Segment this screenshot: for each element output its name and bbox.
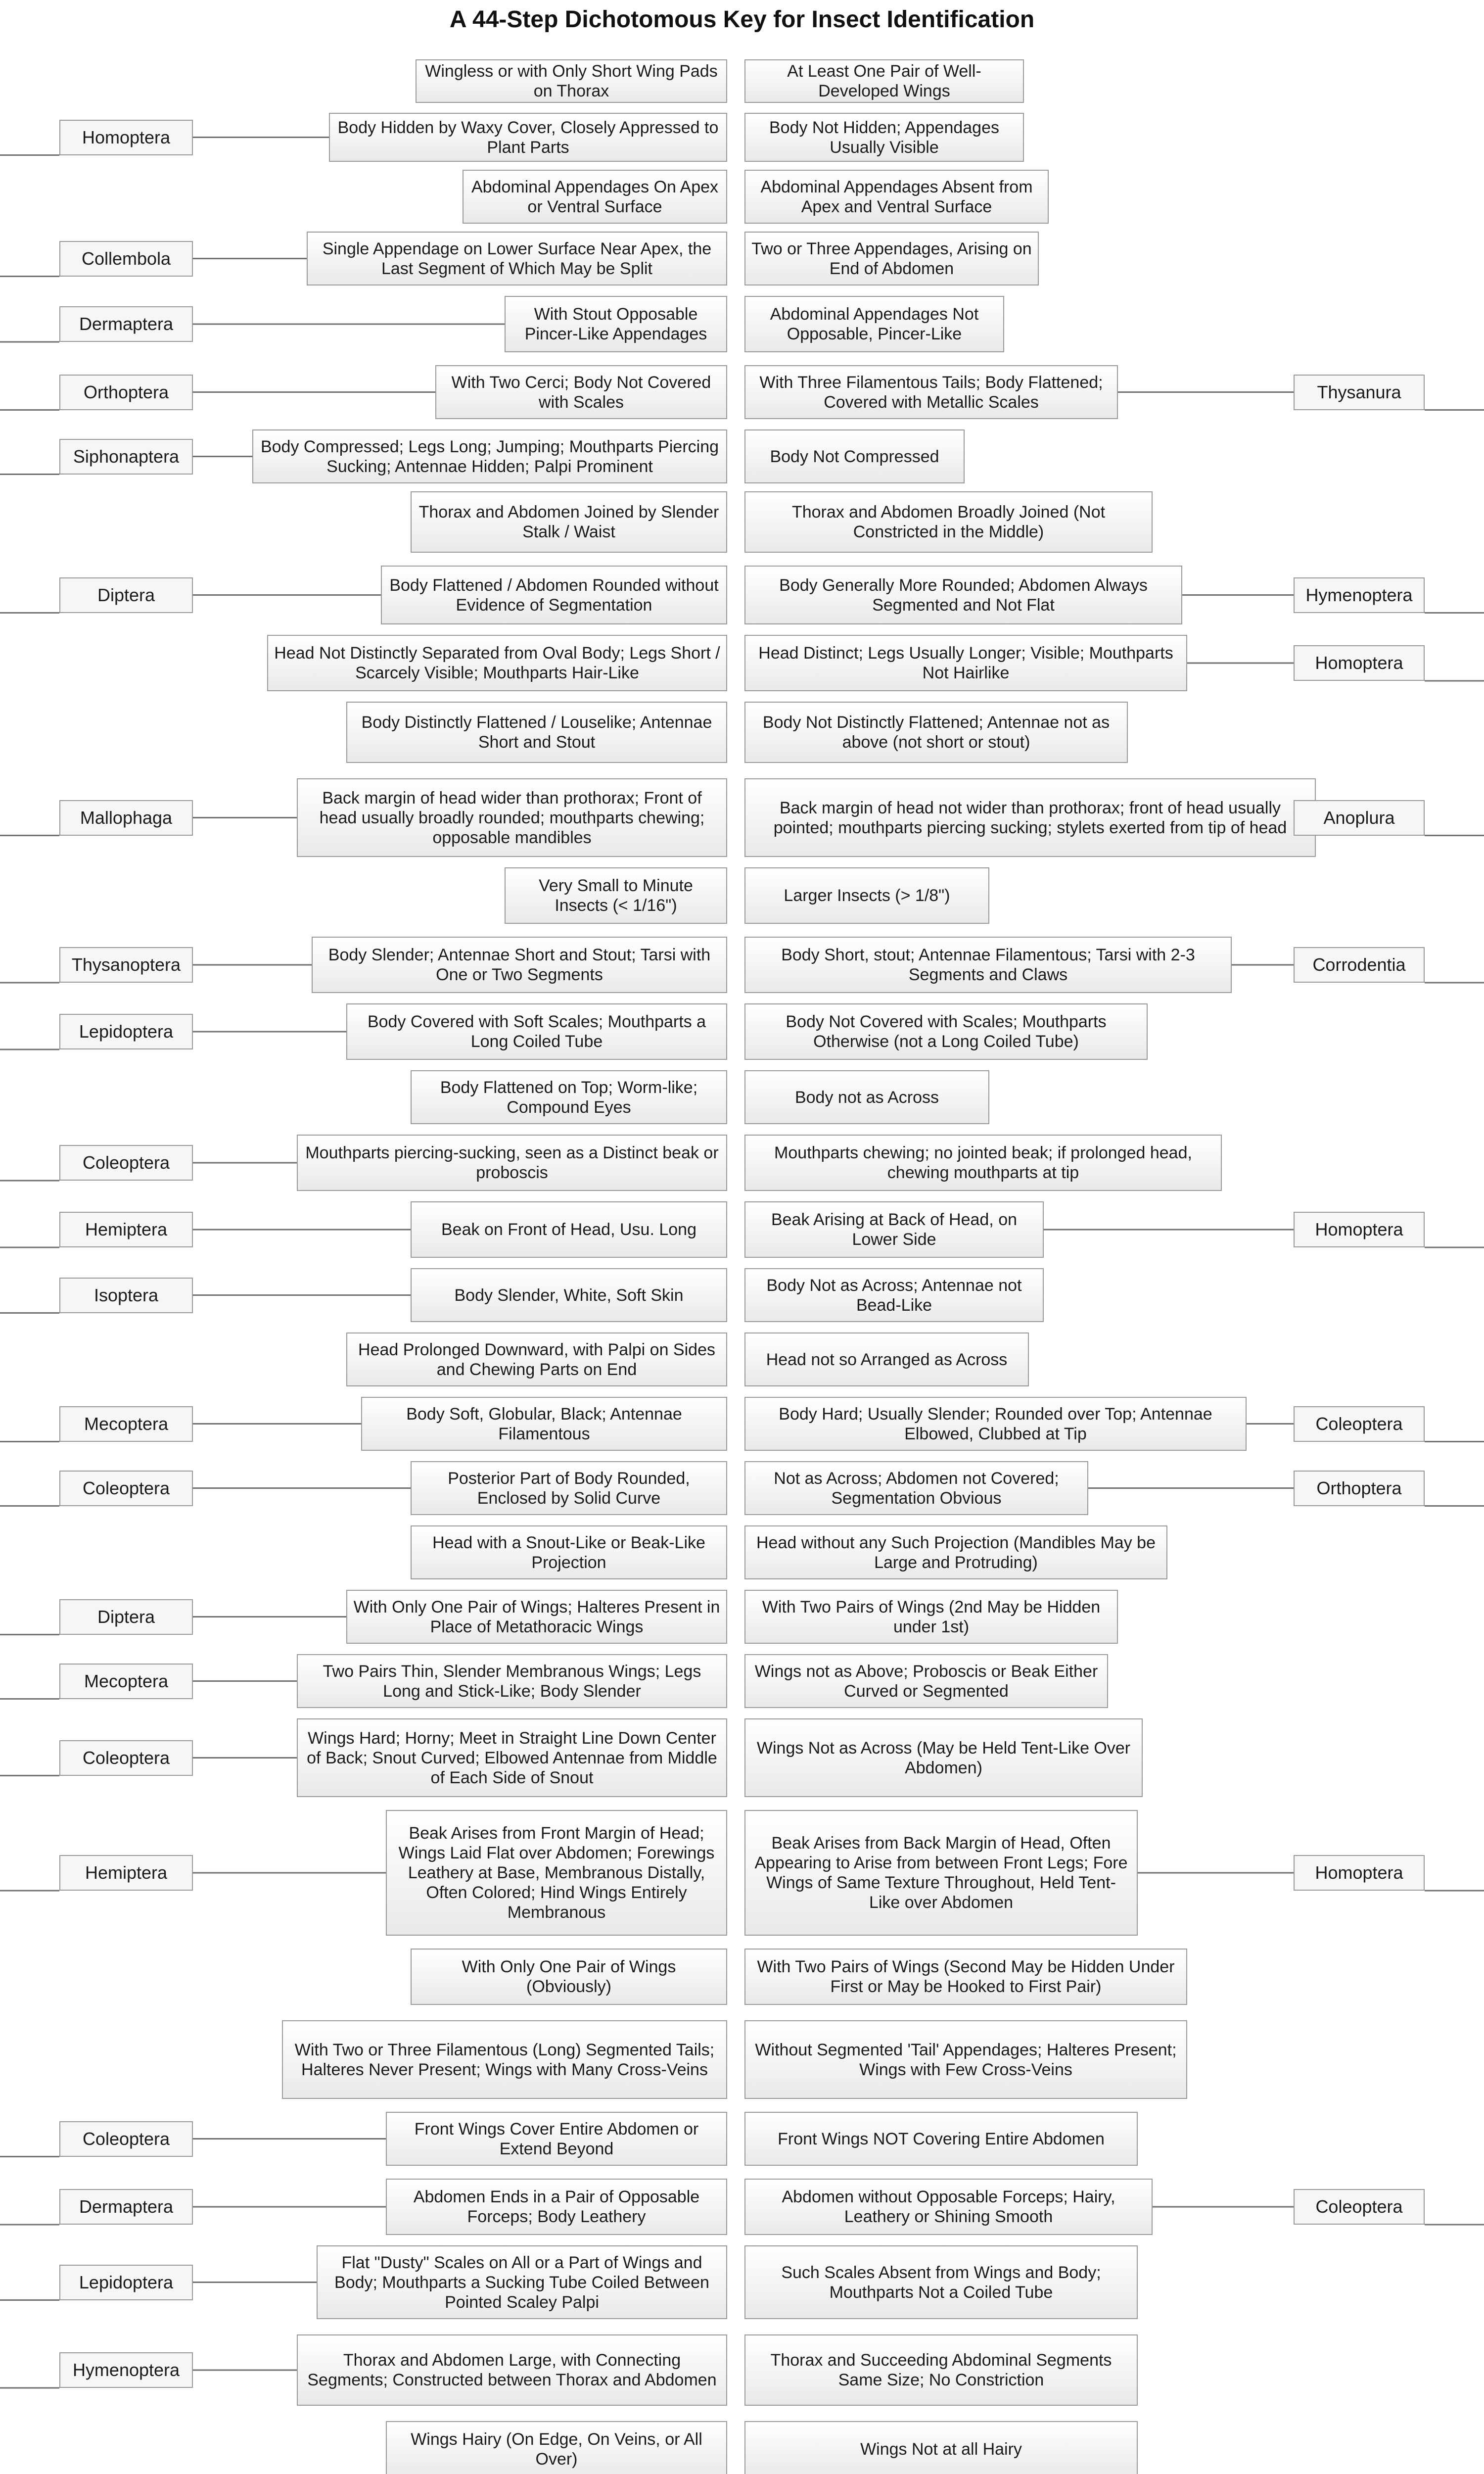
step-21-left-option: Body Soft, Globular, Black; Antennae Filamentous xyxy=(361,1397,727,1451)
step-19-left-option: Body Slender, White, Soft Skin xyxy=(411,1268,727,1322)
page-title: A 44-Step Dichotomous Key for Insect Identification xyxy=(449,6,1035,33)
step-10-left-option: Head Not Distinctly Separated from Oval Body; Legs Short / Scarcely Visible; Mouthparts Hair-Like xyxy=(267,635,727,691)
step-6-left-option: With Two Cerci; Body Not Covered with Scales xyxy=(435,365,727,419)
step-8-left-option: Thorax and Abdomen Joined by Slender Stalk / Waist xyxy=(411,491,727,553)
step-2-right-option: Body Not Hidden; Appendages Usually Visible xyxy=(744,113,1024,162)
step-33-left-option: Thorax and Abdomen Large, with Connecting Segments; Constructed between Thorax and Abdomen xyxy=(297,2334,727,2406)
order-label-diptera: Diptera xyxy=(59,1599,193,1635)
order-label-corrodentia: Corrodentia xyxy=(1294,947,1425,983)
step-26-right-option: Wings Not as Across (May be Held Tent-Like Over Abdomen) xyxy=(744,1718,1143,1797)
order-label-thysanoptera: Thysanoptera xyxy=(59,947,193,983)
step-11-left-option: Body Distinctly Flattened / Louselike; Antennae Short and Stout xyxy=(346,702,727,763)
order-label-coleoptera: Coleoptera xyxy=(59,1145,193,1181)
order-label-lepidoptera: Lepidoptera xyxy=(59,2265,193,2300)
step-15-right-option: Body Not Covered with Scales; Mouthparts Otherwise (not a Long Coiled Tube) xyxy=(744,1003,1148,1060)
step-29-left-option: With Two or Three Filamentous (Long) Segmented Tails; Halteres Never Present; Wings with Many Cross-Veins xyxy=(282,2020,727,2099)
step-25-left-option: Two Pairs Thin, Slender Membranous Wings; Legs Long and Stick-Like; Body Slender xyxy=(297,1654,727,1708)
step-14-right-option: Body Short, stout; Antennae Filamentous; Tarsi with 2-3 Segments and Claws xyxy=(744,937,1232,993)
step-16-left-option: Body Flattened on Top; Worm-like; Compound Eyes xyxy=(411,1070,727,1124)
order-label-siphonaptera: Siphonaptera xyxy=(59,439,193,475)
step-33-right-option: Thorax and Succeeding Abdominal Segments Same Size; No Constriction xyxy=(744,2334,1138,2406)
step-22-right-option: Not as Across; Abdomen not Covered; Segmentation Obvious xyxy=(744,1461,1088,1515)
step-24-right-option: With Two Pairs of Wings (2nd May be Hidden under 1st) xyxy=(744,1590,1118,1644)
step-12-right-option: Back margin of head not wider than prothorax; front of head usually pointed; mouthparts piercing sucking; stylets exerted from tip of head xyxy=(744,778,1316,857)
step-34-left-option: Wings Hairy (On Edge, On Veins, or All Over) xyxy=(386,2421,727,2474)
order-label-hymenoptera: Hymenoptera xyxy=(59,2352,193,2388)
step-16-right-option: Body not as Across xyxy=(744,1070,989,1124)
step-20-left-option: Head Prolonged Downward, with Palpi on Sides and Chewing Parts on End xyxy=(346,1332,727,1386)
order-label-orthoptera: Orthoptera xyxy=(59,375,193,410)
step-23-right-option: Head without any Such Projection (Mandibles May be Large and Protruding) xyxy=(744,1525,1167,1579)
order-label-coleoptera: Coleoptera xyxy=(59,1471,193,1506)
step-13-right-option: Larger Insects (> 1/8") xyxy=(744,867,989,924)
order-label-anoplura: Anoplura xyxy=(1294,800,1425,836)
step-9-left-option: Body Flattened / Abdomen Rounded without Evidence of Segmentation xyxy=(381,566,727,624)
order-label-isoptera: Isoptera xyxy=(59,1278,193,1313)
order-label-lepidoptera: Lepidoptera xyxy=(59,1014,193,1049)
step-24-left-option: With Only One Pair of Wings; Halteres Present in Place of Metathoracic Wings xyxy=(346,1590,727,1644)
step-26-left-option: Wings Hard; Horny; Meet in Straight Line Down Center of Back; Snout Curved; Elbowed Antennae from Middle of Each Side of Snout xyxy=(297,1718,727,1797)
step-31-left-option: Abdomen Ends in a Pair of Opposable Forceps; Body Leathery xyxy=(386,2179,727,2235)
step-4-right-option: Two or Three Appendages, Arising on End of Abdomen xyxy=(744,232,1039,285)
step-17-left-option: Mouthparts piercing-sucking, seen as a Distinct beak or proboscis xyxy=(297,1135,727,1191)
step-30-left-option: Front Wings Cover Entire Abdomen or Extend Beyond xyxy=(386,2112,727,2166)
step-11-right-option: Body Not Distinctly Flattened; Antennae not as above (not short or stout) xyxy=(744,702,1128,763)
order-label-hemiptera: Hemiptera xyxy=(59,1212,193,1247)
step-7-right-option: Body Not Compressed xyxy=(744,429,965,483)
order-label-dermaptera: Dermaptera xyxy=(59,306,193,342)
order-label-mecoptera: Mecoptera xyxy=(59,1406,193,1442)
step-21-right-option: Body Hard; Usually Slender; Rounded over Top; Antennae Elbowed, Clubbed at Tip xyxy=(744,1397,1247,1451)
step-30-right-option: Front Wings NOT Covering Entire Abdomen xyxy=(744,2112,1138,2166)
step-4-left-option: Single Appendage on Lower Surface Near Apex, the Last Segment of Which May be Split xyxy=(307,232,727,285)
order-label-thysanura: Thysanura xyxy=(1294,375,1425,410)
order-label-homoptera: Homoptera xyxy=(1294,1855,1425,1891)
step-28-left-option: With Only One Pair of Wings (Obviously) xyxy=(411,1949,727,2005)
step-34-right-option: Wings Not at all Hairy xyxy=(744,2421,1138,2474)
step-9-right-option: Body Generally More Rounded; Abdomen Always Segmented and Not Flat xyxy=(744,566,1182,624)
order-label-coleoptera: Coleoptera xyxy=(1294,1406,1425,1442)
step-18-left-option: Beak on Front of Head, Usu. Long xyxy=(411,1201,727,1258)
step-1-left-option: Wingless or with Only Short Wing Pads on Thorax xyxy=(416,59,727,103)
step-17-right-option: Mouthparts chewing; no jointed beak; if prolonged head, chewing mouthparts at tip xyxy=(744,1135,1222,1191)
step-27-left-option: Beak Arises from Front Margin of Head; Wings Laid Flat over Abdomen; Forewings Leathery at Base, Membranous Distally, Often Colored; Hind Wings Entirely Membranous xyxy=(386,1810,727,1936)
order-label-mecoptera: Mecoptera xyxy=(59,1664,193,1699)
step-3-left-option: Abdominal Appendages On Apex or Ventral Surface xyxy=(463,170,727,224)
order-label-coleoptera: Coleoptera xyxy=(59,1740,193,1776)
step-31-right-option: Abdomen without Opposable Forceps; Hairy, Leathery or Shining Smooth xyxy=(744,2179,1153,2235)
step-32-left-option: Flat "Dusty" Scales on All or a Part of Wings and Body; Mouthparts a Sucking Tube Coiled Between Pointed Scaley Palpi xyxy=(317,2245,727,2319)
step-22-left-option: Posterior Part of Body Rounded, Enclosed by Solid Curve xyxy=(411,1461,727,1515)
step-25-right-option: Wings not as Above; Proboscis or Beak Either Curved or Segmented xyxy=(744,1654,1108,1708)
order-label-mallophaga: Mallophaga xyxy=(59,800,193,836)
step-32-right-option: Such Scales Absent from Wings and Body; Mouthparts Not a Coiled Tube xyxy=(744,2245,1138,2319)
step-27-right-option: Beak Arises from Back Margin of Head, Often Appearing to Arise from between Front Legs; Fore Wings of Same Texture Throughout, Held Tent-Like over Abdomen xyxy=(744,1810,1138,1936)
step-7-left-option: Body Compressed; Legs Long; Jumping; Mouthparts Piercing Sucking; Antennae Hidden; Palpi Prominent xyxy=(252,429,727,483)
step-20-right-option: Head not so Arranged as Across xyxy=(744,1332,1029,1386)
step-14-left-option: Body Slender; Antennae Short and Stout; Tarsi with One or Two Segments xyxy=(312,937,727,993)
order-label-coleoptera: Coleoptera xyxy=(1294,2189,1425,2225)
step-29-right-option: Without Segmented 'Tail' Appendages; Halteres Present; Wings with Few Cross-Veins xyxy=(744,2020,1187,2099)
order-label-diptera: Diptera xyxy=(59,577,193,613)
step-23-left-option: Head with a Snout-Like or Beak-Like Projection xyxy=(411,1525,727,1579)
step-19-right-option: Body Not as Across; Antennae not Bead-Like xyxy=(744,1268,1044,1322)
step-5-right-option: Abdominal Appendages Not Opposable, Pincer-Like xyxy=(744,296,1004,352)
step-5-left-option: With Stout Opposable Pincer-Like Appendages xyxy=(505,296,727,352)
order-label-coleoptera: Coleoptera xyxy=(59,2121,193,2157)
step-18-right-option: Beak Arising at Back of Head, on Lower Side xyxy=(744,1201,1044,1258)
step-1-right-option: At Least One Pair of Well-Developed Wings xyxy=(744,59,1024,103)
step-12-left-option: Back margin of head wider than prothorax; Front of head usually broadly rounded; mouthparts chewing; opposable mandibles xyxy=(297,778,727,857)
step-8-right-option: Thorax and Abdomen Broadly Joined (Not Constricted in the Middle) xyxy=(744,491,1153,553)
order-label-homoptera: Homoptera xyxy=(1294,645,1425,681)
step-28-right-option: With Two Pairs of Wings (Second May be Hidden Under First or May be Hooked to First Pair) xyxy=(744,1949,1187,2005)
order-label-hymenoptera: Hymenoptera xyxy=(1294,577,1425,613)
step-2-left-option: Body Hidden by Waxy Cover, Closely Appressed to Plant Parts xyxy=(329,113,727,162)
order-label-dermaptera: Dermaptera xyxy=(59,2189,193,2225)
step-15-left-option: Body Covered with Soft Scales; Mouthparts a Long Coiled Tube xyxy=(346,1003,727,1060)
step-3-right-option: Abdominal Appendages Absent from Apex and Ventral Surface xyxy=(744,170,1049,224)
order-label-hemiptera: Hemiptera xyxy=(59,1855,193,1891)
step-10-right-option: Head Distinct; Legs Usually Longer; Visible; Mouthparts Not Hairlike xyxy=(744,635,1187,691)
order-label-homoptera: Homoptera xyxy=(59,120,193,155)
step-6-right-option: With Three Filamentous Tails; Body Flattened; Covered with Metallic Scales xyxy=(744,365,1118,419)
order-label-orthoptera: Orthoptera xyxy=(1294,1471,1425,1506)
step-13-left-option: Very Small to Minute Insects (< 1/16") xyxy=(505,867,727,924)
order-label-homoptera: Homoptera xyxy=(1294,1212,1425,1247)
order-label-collembola: Collembola xyxy=(59,241,193,277)
